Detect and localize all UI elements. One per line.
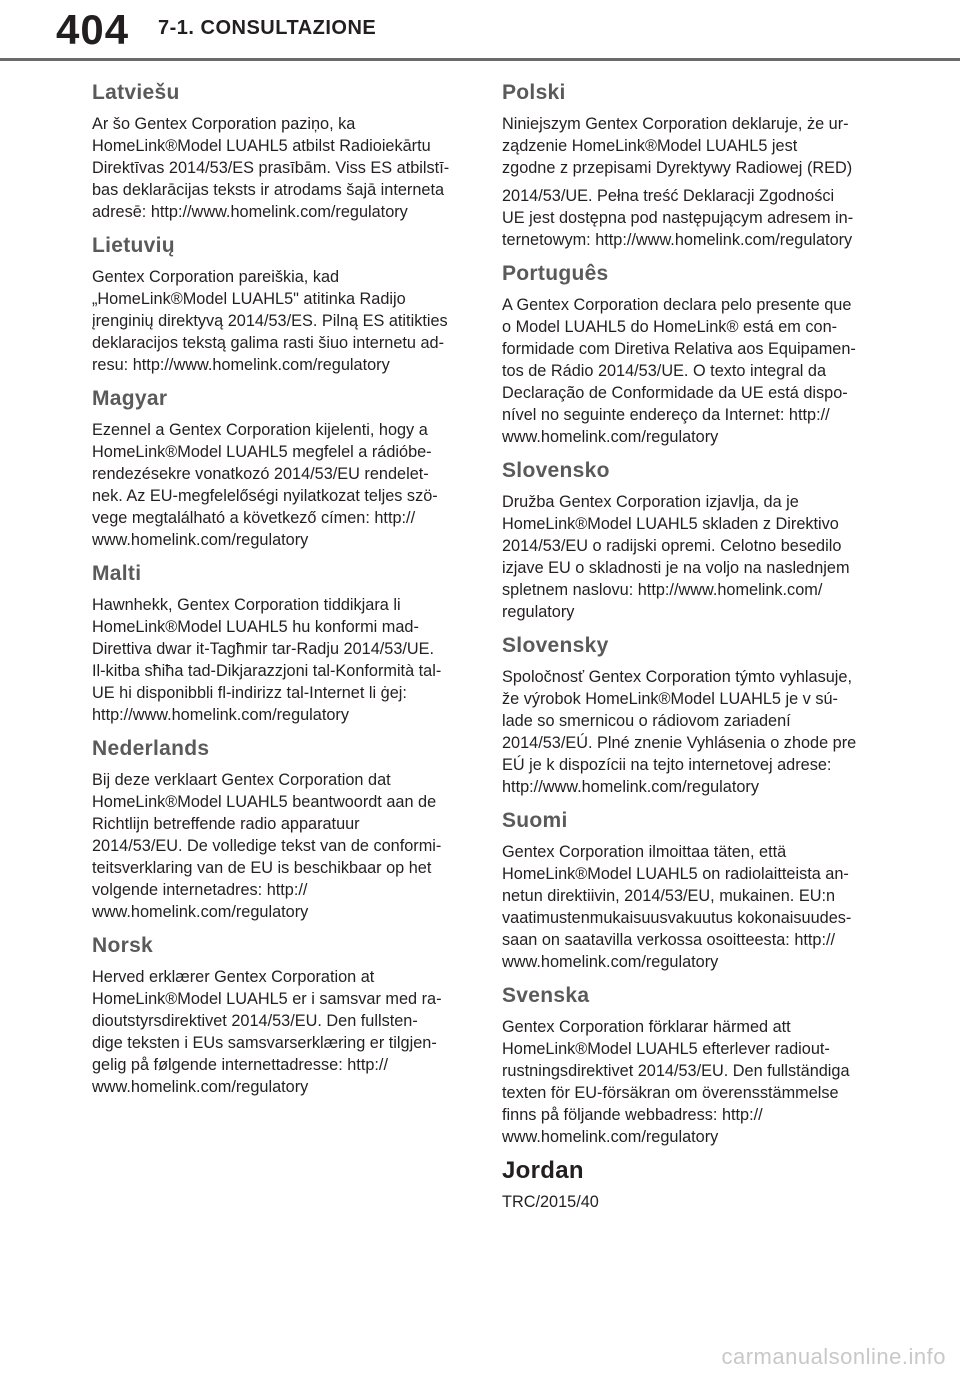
section-slovensko bbox=[502, 458, 877, 623]
text-line: 2014/53/EU o radijski opremi. Celotno besedilo bbox=[502, 537, 842, 555]
text-line: www.homelink.com/regulatory bbox=[502, 1128, 719, 1146]
text-line: Direttiva dwar it-Tagħmir tar-Radju 2014/53/UE. bbox=[92, 640, 435, 658]
text-line: teitsverklaring van de EU is beschikbaar op het bbox=[92, 859, 432, 877]
text-line: Niniejszym Gentex Corporation deklaruje, że ur- bbox=[502, 115, 849, 133]
text-line: TRC/2015/40 bbox=[502, 1193, 599, 1211]
text-line: www.homelink.com/regulatory bbox=[92, 531, 309, 549]
text-line: Herved erklærer Gentex Corporation at bbox=[92, 968, 375, 986]
section-paragraph bbox=[92, 769, 467, 923]
text-line: HomeLink®Model LUAHL5 hu konformi mad- bbox=[92, 618, 419, 636]
text-line: www.homelink.com/regulatory bbox=[502, 953, 719, 971]
section-portugues bbox=[502, 261, 877, 448]
section-heading: Latviešu bbox=[92, 81, 180, 104]
section-heading: Lietuvių bbox=[92, 234, 175, 257]
text-line: Gentex Corporation pareiškia, kad bbox=[92, 268, 340, 286]
text-line: netun direktiivin, 2014/53/EU, mukainen. EU:n bbox=[502, 887, 836, 905]
section-paragraph bbox=[92, 966, 467, 1098]
text-line: vege megtalálható a következő címen: http:// bbox=[92, 509, 416, 527]
section-heading: Suomi bbox=[502, 809, 568, 832]
section-heading: Polski bbox=[502, 81, 566, 104]
text-line: nek. Az EU-megfelelőségi nyilatkozat teljes szö- bbox=[92, 487, 438, 505]
text-line: dioutstyrsdirektivet 2014/53/EU. Den fullsten- bbox=[92, 1012, 418, 1030]
text-line: HomeLink®Model LUAHL5 on radiolaitteista an- bbox=[502, 865, 849, 883]
text-line: „HomeLink®Model LUAHL5" atitinka Radijo bbox=[92, 290, 406, 308]
text-line: HomeLink®Model LUAHL5 er i samsvar med ra- bbox=[92, 990, 442, 1008]
text-line: Družba Gentex Corporation izjavlja, da je bbox=[502, 493, 799, 511]
text-line: http://www.homelink.com/regulatory bbox=[502, 778, 759, 796]
text-line: 2014/53/EU. De volledige tekst van de conformi- bbox=[92, 837, 442, 855]
text-line: saan on saatavilla verkossa osoitteesta: http:// bbox=[502, 931, 836, 949]
section-heading: Português bbox=[502, 262, 609, 285]
text-line: vaatimustenmukaisuusvakuutus kokonaisuudes- bbox=[502, 909, 852, 927]
section-paragraph bbox=[502, 841, 877, 973]
section-heading: Norsk bbox=[92, 934, 154, 957]
section-heading: Svenska bbox=[502, 984, 590, 1007]
text-line: HomeLink®Model LUAHL5 beantwoordt aan de bbox=[92, 793, 437, 811]
text-line: texten för EU-försäkran om överensstämmelse bbox=[502, 1084, 839, 1102]
text-line: HomeLink®Model LUAHL5 megfelel a rádióbe- bbox=[92, 443, 432, 461]
page-number: 404 bbox=[56, 6, 130, 53]
text-line: Bij deze verklaart Gentex Corporation dat bbox=[92, 771, 391, 789]
section-lietuviu bbox=[92, 233, 467, 376]
text-line: ternetowym: http://www.homelink.com/regulatory bbox=[502, 231, 853, 249]
section-paragraph bbox=[502, 294, 877, 448]
section-nederlands bbox=[92, 736, 467, 923]
text-line: ządzenie HomeLink®Model LUAHL5 jest bbox=[502, 137, 798, 155]
section-magyar bbox=[92, 386, 467, 551]
text-line: EÚ je k dispozícii na tejto internetovej adrese: bbox=[502, 756, 832, 774]
text-line: volgende internetadres: http:// bbox=[92, 881, 308, 899]
text-line: Il-kitba sħiħa tad-Dikjarazzjoni tal-Konformità tal- bbox=[92, 662, 442, 680]
text-line: www.homelink.com/regulatory bbox=[502, 428, 719, 446]
text-line: gelig på følgende internettadresse: http:// bbox=[92, 1056, 388, 1074]
section-paragraph bbox=[92, 594, 467, 726]
section-paragraph bbox=[502, 666, 877, 798]
section-polski bbox=[502, 80, 877, 251]
section-paragraph bbox=[92, 266, 467, 376]
text-line: HomeLink®Model LUAHL5 atbilst Radioiekārtu bbox=[92, 137, 431, 155]
section-heading: Malti bbox=[92, 562, 142, 585]
left-column bbox=[92, 76, 467, 1108]
section-paragraph bbox=[502, 1016, 877, 1148]
text-line: rendezésekre vonatkozó 2014/53/EU rendelet- bbox=[92, 465, 429, 483]
section-paragraph bbox=[502, 1191, 877, 1213]
text-line: Ar šo Gentex Corporation paziņo, ka bbox=[92, 115, 356, 133]
text-line: tos de Rádio 2014/53/UE. O texto integral da bbox=[502, 362, 827, 380]
text-line: finns på följande webbadress: http:// bbox=[502, 1106, 763, 1124]
text-line: rustningsdirektivet 2014/53/EU. Den fullständiga bbox=[502, 1062, 850, 1080]
header-rule bbox=[0, 58, 960, 61]
text-line: UE jest dostępna pod następującym adresem in- bbox=[502, 209, 854, 227]
page-header bbox=[0, 0, 960, 64]
section-latviesu bbox=[92, 80, 467, 223]
section-heading: Magyar bbox=[92, 387, 168, 410]
section-slovensky bbox=[502, 633, 877, 798]
text-line: adresē: http://www.homelink.com/regulatory bbox=[92, 203, 408, 221]
right-column bbox=[502, 76, 877, 1223]
text-line: www.homelink.com/regulatory bbox=[92, 903, 309, 921]
section-norsk bbox=[92, 933, 467, 1098]
text-line: įrenginių direktyvą 2014/53/ES. Pilną ES atitikties bbox=[92, 312, 448, 330]
text-line: 2014/53/EÚ. Plné znenie Vyhlásenia o zhode pre bbox=[502, 734, 857, 752]
text-line: http://www.homelink.com/regulatory bbox=[92, 706, 349, 724]
text-line: Spoločnosť Gentex Corporation týmto vyhlasuje, bbox=[502, 668, 852, 686]
text-line: spletnem naslovu: http://www.homelink.com/ bbox=[502, 581, 823, 599]
text-line: Direktīvas 2014/53/ES prasībām. Viss ES atbilstī- bbox=[92, 159, 450, 177]
text-line: dige teksten i EUs samsvarserklæring er tilgjen- bbox=[92, 1034, 437, 1052]
section-jordan bbox=[502, 1158, 877, 1213]
text-line: izjave EU o skladnosti je na voljo na naslednjem bbox=[502, 559, 850, 577]
text-line: Declaração de Conformidade da UE está dispo- bbox=[502, 384, 848, 402]
text-line: formidade com Diretiva Relativa aos Equipamen- bbox=[502, 340, 856, 358]
section-paragraph bbox=[502, 113, 877, 179]
section-paragraph bbox=[92, 113, 467, 223]
text-line: nível no seguinte endereço da Internet: http:// bbox=[502, 406, 830, 424]
text-line: A Gentex Corporation declara pelo presente que bbox=[502, 296, 852, 314]
section-paragraph bbox=[92, 419, 467, 551]
text-line: bas deklarācijas teksts ir atrodams šajā interneta bbox=[92, 181, 445, 199]
text-line: regulatory bbox=[502, 603, 575, 621]
text-line: Gentex Corporation förklarar härmed att bbox=[502, 1018, 791, 1036]
text-line: Hawnhekk, Gentex Corporation tiddikjara li bbox=[92, 596, 401, 614]
text-line: Ezennel a Gentex Corporation kijelenti, hogy a bbox=[92, 421, 428, 439]
section-malti bbox=[92, 561, 467, 726]
text-line: HomeLink®Model LUAHL5 skladen z Direktivo bbox=[502, 515, 839, 533]
text-line: Richtlijn betreffende radio apparatuur bbox=[92, 815, 360, 833]
text-line: resu: http://www.homelink.com/regulatory bbox=[92, 356, 390, 374]
text-line: www.homelink.com/regulatory bbox=[92, 1078, 309, 1096]
section-paragraph bbox=[502, 491, 877, 623]
text-line: deklaracijos tekstą galima rasti šiuo internetu ad- bbox=[92, 334, 445, 352]
text-line: lade so smernicou o rádiovom zariadení bbox=[502, 712, 791, 730]
section-heading: Slovensky bbox=[502, 634, 609, 657]
chapter-title: 7-1. CONSULTAZIONE bbox=[158, 17, 377, 39]
watermark: carmanualsonline.info bbox=[721, 1344, 946, 1369]
section-svenska bbox=[502, 983, 877, 1148]
section-heading: Slovensko bbox=[502, 459, 610, 482]
text-line: že výrobok HomeLink®Model LUAHL5 je v sú- bbox=[502, 690, 838, 708]
section-heading: Nederlands bbox=[92, 737, 210, 760]
text-line: zgodne z przepisami Dyrektywy Radiowej (RED) bbox=[502, 159, 853, 177]
section-suomi bbox=[502, 808, 877, 973]
section-paragraph bbox=[502, 185, 877, 251]
text-line: o Model LUAHL5 do HomeLink® está em con- bbox=[502, 318, 838, 336]
text-line: 2014/53/UE. Pełna treść Deklaracji Zgodności bbox=[502, 187, 835, 205]
section-heading: Jordan bbox=[502, 1157, 584, 1184]
text-line: Gentex Corporation ilmoittaa täten, että bbox=[502, 843, 787, 861]
text-line: UE hi disponibbli fl-indirizz tal-Internet li ġej: bbox=[92, 684, 407, 702]
text-line: HomeLink®Model LUAHL5 efterlever radiout- bbox=[502, 1040, 830, 1058]
